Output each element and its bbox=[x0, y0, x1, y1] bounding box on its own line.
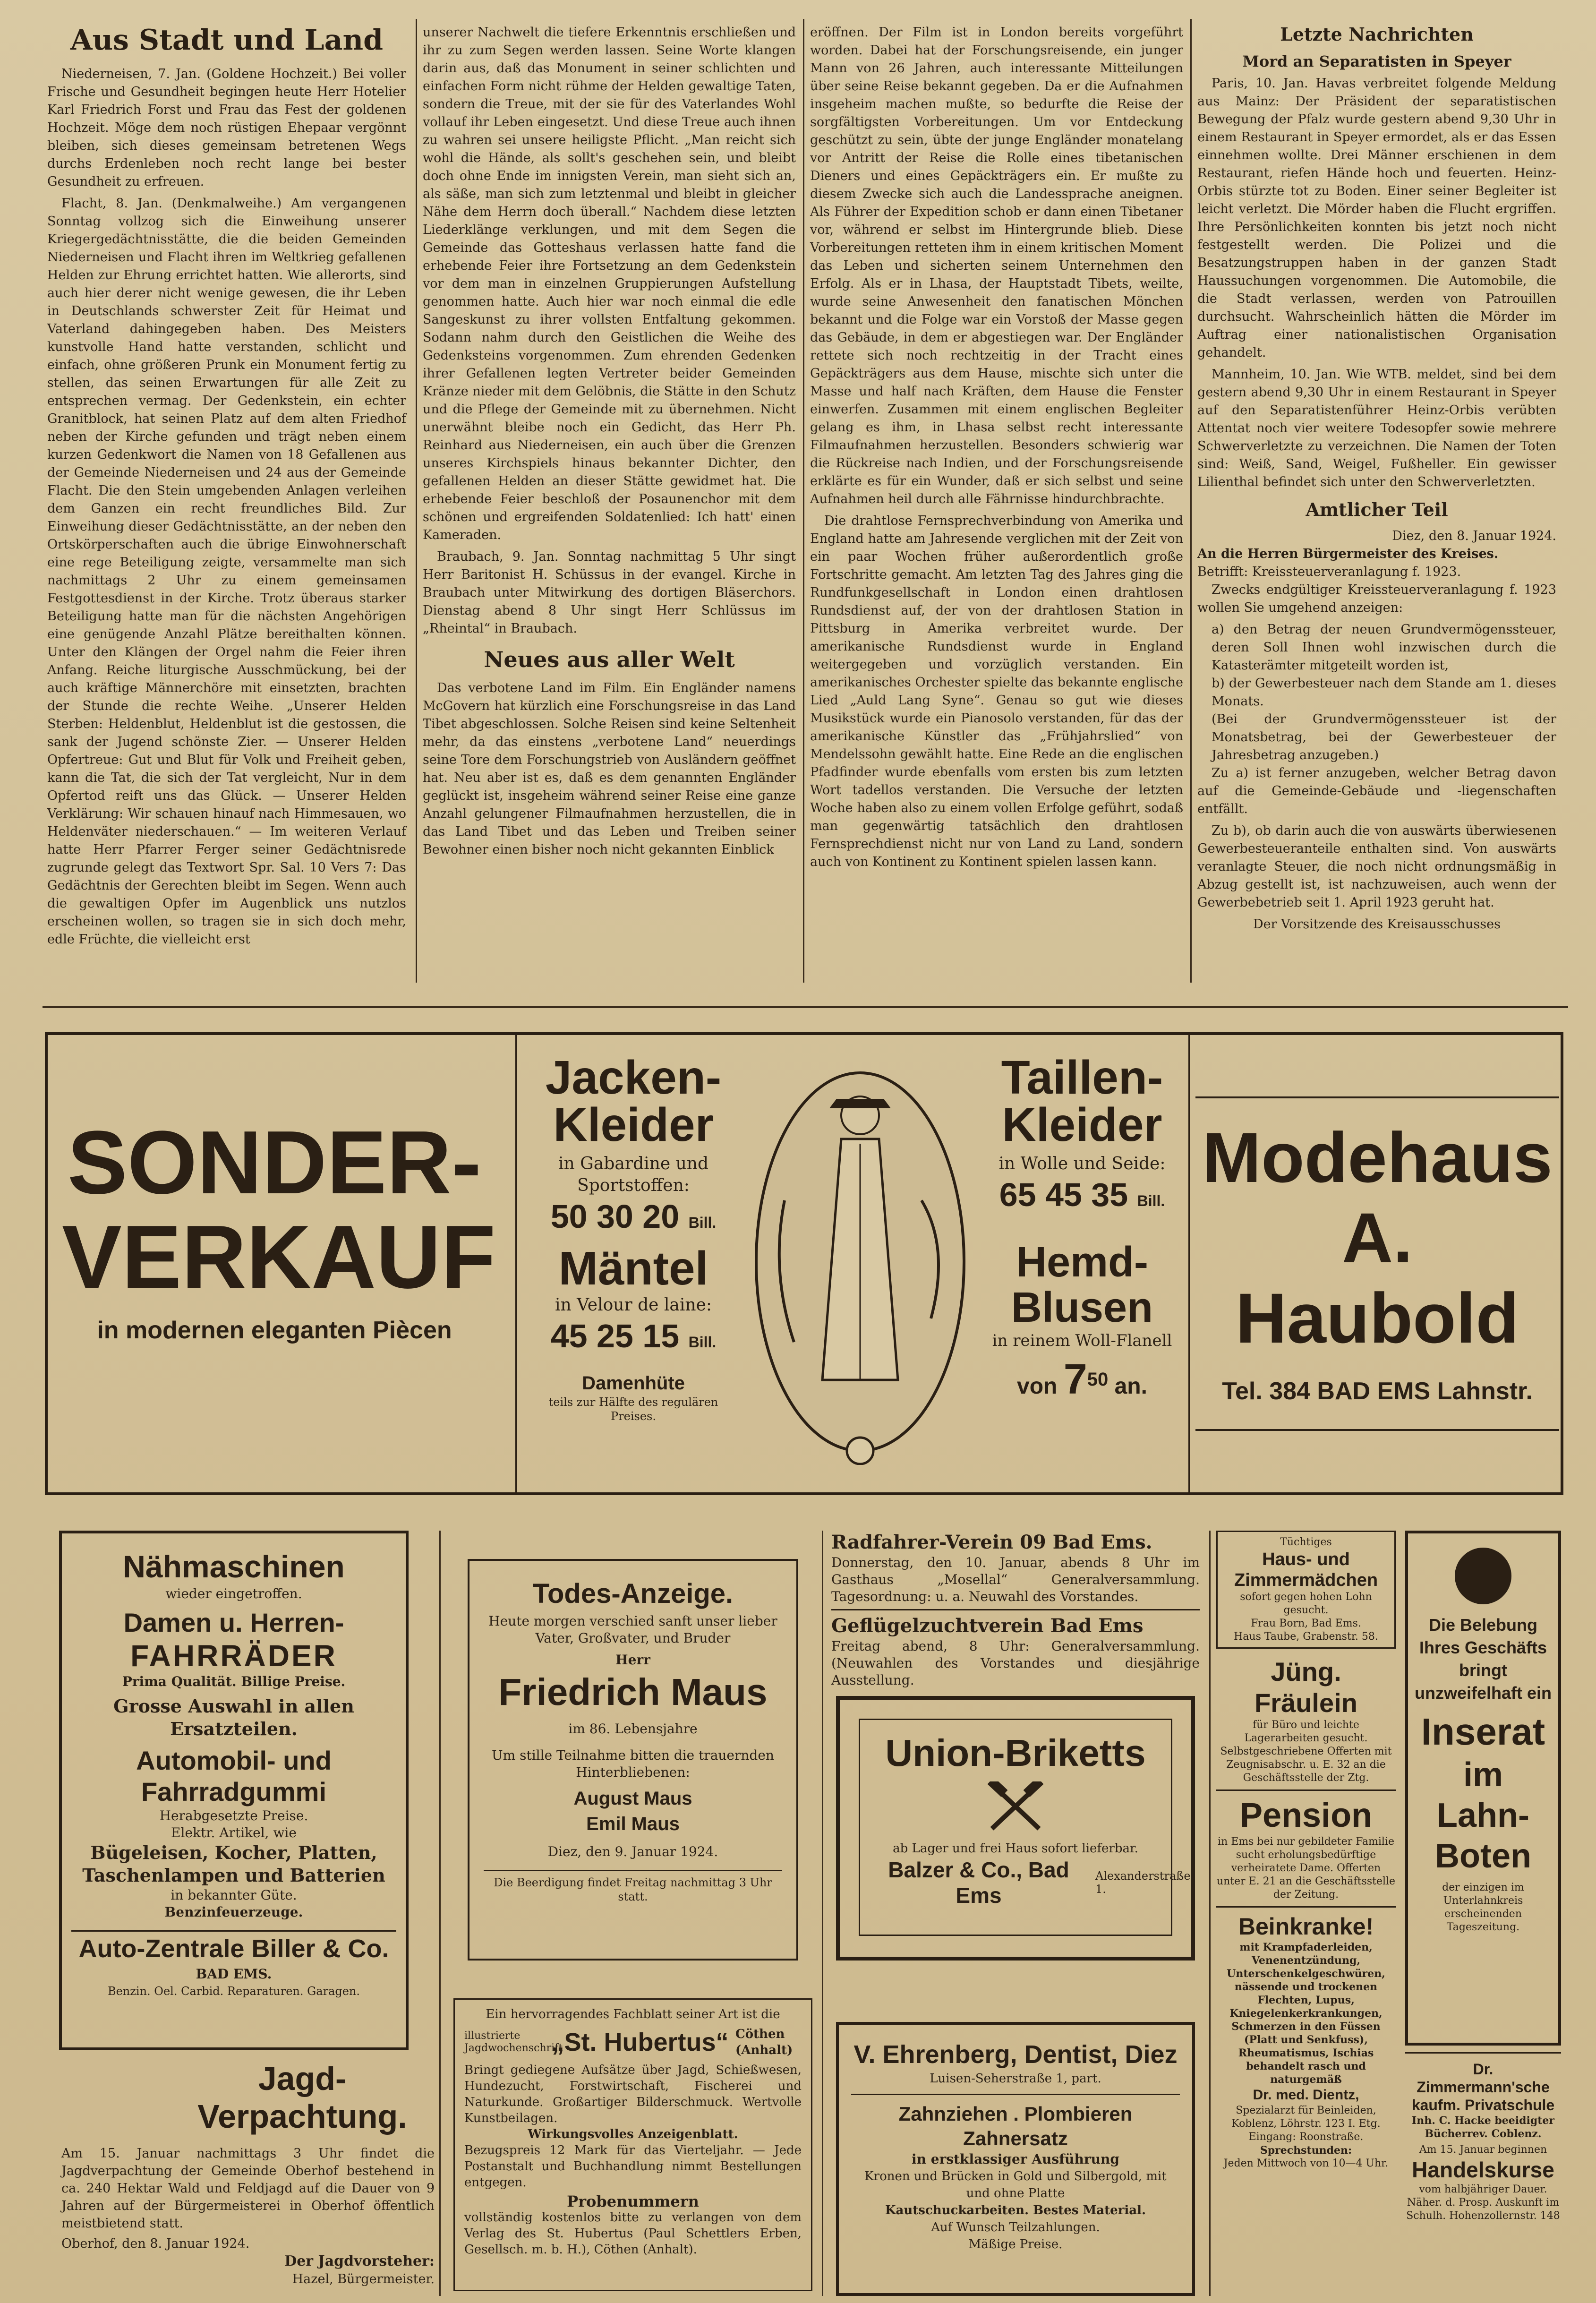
hubertus-title: „St. Hubertus“ bbox=[551, 2028, 729, 2056]
price-cents: 50 bbox=[1087, 1369, 1109, 1390]
blusen-title: Blusen bbox=[1011, 1284, 1153, 1331]
column-divider bbox=[822, 1531, 823, 2296]
fahrrad-title-2: FAHRRÄDER bbox=[130, 1639, 337, 1673]
todes-date: Diez, den 9. Januar 1924. bbox=[547, 1844, 718, 1859]
elektro-items: Bügeleisen, Kocher, Platten, Taschenlampen und Batterien bbox=[82, 1842, 385, 1886]
dentist-kronen: Kronen und Brücken in Gold und Silbergold, mit und ohne Platte bbox=[864, 2169, 1167, 2200]
todes-name: Friedrich Maus bbox=[498, 1671, 768, 1713]
maentel-unit: Bill. bbox=[688, 1334, 717, 1351]
dentist-service-1: Zahnziehen . Plombieren bbox=[898, 2103, 1133, 2125]
todes-title: Todes-Anzeige. bbox=[532, 1578, 734, 1609]
todes-anzeige bbox=[468, 1559, 798, 1961]
hubertus-samples: Probenummern bbox=[567, 2192, 699, 2210]
jagd-date: Oberhof, den 8. Januar 1924. bbox=[61, 2236, 250, 2251]
section-heading-amtlich: Amtlicher Teil bbox=[1306, 499, 1448, 520]
auto-zentrale-services: Benzin. Oel. Carbid. Reparaturen. Garagen. bbox=[107, 1985, 360, 1998]
union-briketts-ad bbox=[836, 1696, 1195, 1961]
vereine-ads bbox=[831, 1531, 1200, 1689]
article-niederneisen: Niederneisen, 7. Jan. (Goldene Hochzeit.) Bei voller Frische und Gesundheit begingen heute Herr Hotelier Karl Friedrich Forst und Frau das Fest der goldenen Hochzeit. Möge dem noch rüstigen Ehepaar vergönnt bleiben, sich dieses gemeinsam betretenen Wegs durchs Erdenleben noch recht lange bei bester Gesundheit zu erfreuen. bbox=[47, 67, 406, 189]
schule-duration: vom halbjähriger Dauer. bbox=[1419, 2183, 1547, 2195]
auto-zentrale-city: BAD EMS. bbox=[196, 1966, 272, 1982]
fraeulein-body: für Büro und leichte Lagerarbeiten gesucht. Selbstgeschriebene Offerten mit Zeugnisabschr. u. E. 32 an die Geschäftsstelle der Ztg. bbox=[1220, 1719, 1392, 1784]
union-address: Alexanderstraße 1. bbox=[1095, 1869, 1191, 1896]
gefluegel-title: Geflügelzuchtverein Bad Ems bbox=[831, 1615, 1144, 1637]
notice-item-c: (Bei der Grundvermögenssteuer ist der Monatsbetrag, bei der Gewerbesteuer der Jahresbetrag anzugeben.) bbox=[1212, 712, 1556, 762]
notice-body-2: Zu a) ist ferner anzugeben, welcher Betrag davon auf die Gemeinde-Gebäude und -liegenschaften entfällt. bbox=[1197, 766, 1556, 816]
schule-kurse: Handelskurse bbox=[1412, 2157, 1554, 2182]
article-flacht: Flacht, 8. Jan. (Denkmalweihe.) Am vergangenen Sonntag vollzog sich die Einweihung unserer Kriegergedächtnisstätte, die die beiden Gemeinden Niederneisen und Flacht ihren im Weltkrieg gefallenen Helden zur Ehrung errichtet hatten. Wie allerorts, sind auch hier derer nicht wenige gewesen, die ihr Leben in Deutschlands schwerster Zeit für Heimat und Vaterland dahingegeben haben. Des Meisters kunstvolle Hand hatte verstanden, schlicht und einfach, ohne größeren Prunk ein Monument fertig zu stellen, das seinen Erwartungen für alle Zeit zu entsprechen vermag. Der Gedenkstein, ein echter Granitblock, hat seinen Platz auf dem alten Friedhof neben der Kirche gefunden und trägt neben einem kurzen Gedenkwort die Namen von 18 Gefallenen aus der Gemeinde Niederneisen und 24 aus der Gemeinde Flacht. Die den Stein umgebenden Anlagen verleihen dem Ganzen ein recht freundliches Bild. Zur Einweihung dieser Gedächtnisstätte, an der neben den Ortskörperschaften auch die übrige Einwohnerschaft eine rege Beteiligung zeigte, versammelte man sich nachmittags 2 Uhr zu einem gemeinsamen Festgottesdienst in der Kirche. Trotz überaus starker Beteiligung hatte man für die nächsten Angehörigen eine genügende Anzahl Plätze bereithalten können. Unter den Klängen der Orgel nahm die Feier ihren Anfang. Reiche liturgische Ausschmückung, bei der auch kräftige Männerchöre mit einsetzten, brachten der Stunde die rechte Weihe. „Unserer Helden Sterben: Heldenblut, Heldenblut ist die gestossen, die sank der Jugend schönste Zier. — Unserer Helden Opfertreue: Gut und Blut für Volk und Freiheit geben, kann die Tat, die sich der Tat vergleicht, Nur in dem Opfertod reift uns das Glück. — Unserer Helden Verklärung: Wir schauen hinauf nach Himmesauen, wo Heldenväter niederschauen.“ — Im weiteren Verlauf hatte Herr Pfarrer Ferger seiner Gedächtnisrede zugrunde gelegt das Textwort Spr. Sal. 10 Vers 7: Das Gedächtnis der Gerechten bleibt im Segen. Wenn auch die gewaltigen Opfer im Augenblick uns nutzlos erscheinen wollen, so tragen sie in sich doch mehr, edle Früchte, die vielleicht erst bbox=[47, 196, 406, 947]
jagd-title-1: Jagd- bbox=[258, 2060, 347, 2097]
column-divider bbox=[416, 19, 417, 983]
todes-bitte: Um stille Teilnahme bitten die trauernden Hinterbliebenen: bbox=[492, 1747, 774, 1780]
kleider-title: Kleider bbox=[553, 1098, 714, 1151]
naeh-parts: Grosse Auswahl in allen Ersatzteilen. bbox=[113, 1695, 354, 1739]
price-prefix: von bbox=[1017, 1374, 1058, 1399]
notice-body-3: Zu b), ob darin auch die von auswärts überwiesenen Gewerbesteueranteile enthalten sind. Von auswärts veranlagte Steuer, die noch nicht ordnungsmäßig in Abzug gestellt ist, ist nachzuweisen, auch wenn der Gewerbebetrieb seit 1. April 1923 geruht hat. bbox=[1197, 823, 1556, 910]
jacken-prices: 50 30 20 bbox=[550, 1198, 680, 1235]
sonderverkauf-block bbox=[62, 1113, 496, 1347]
naeh-sub: wieder eingetroffen. bbox=[165, 1586, 302, 1601]
taillenkleider-block bbox=[981, 1051, 1184, 1405]
damenhuete-note: teils zur Hälfte des regulären Preises. bbox=[548, 1395, 718, 1423]
haus-address: Haus Taube, Grabenstr. 58. bbox=[1234, 1631, 1378, 1643]
small-ads-col-b bbox=[1405, 1531, 1561, 2223]
union-vendor: Balzer & Co., Bad Ems bbox=[888, 1858, 1069, 1908]
union-title: Union-Briketts bbox=[885, 1732, 1146, 1774]
hubertus-city: Cöthen (Anhalt) bbox=[735, 2027, 793, 2057]
auto-zentrale-name: Auto-Zentrale Biller & Co. bbox=[71, 1930, 396, 1966]
dentist-material: Kautschuckarbeiten. Bestes Material. bbox=[885, 2203, 1146, 2217]
fraeulein-ad bbox=[1216, 1656, 1396, 1785]
hubertus-price: Bezugspreis 12 Mark für das Vierteljahr. — Jede Postanstalt und Buchhandlung nimmt Bestellungen entgegen. bbox=[464, 2143, 802, 2190]
dentist-ad bbox=[836, 2022, 1195, 2296]
article-mannheim: Mannheim, 10. Jan. Wie WTB. meldet, sind bei dem gestern abend 9,30 Uhr in einem Restaurant in Speyer auf den Separatistenführer Heinz-Orbis verübten Attentat noch vier weitere Todesopfer sowie mehrere Schwerverletzte zu verzeichnen. Die Namen der Toten sind: Weiß, Sand, Weigel, Fußheller. Ein gewisser Lilienthal befindet sich unter den Schwerverletzten. bbox=[1197, 367, 1556, 489]
column-3 bbox=[810, 24, 1183, 875]
hammer-icon bbox=[870, 1781, 1161, 1835]
beinkranke-ad bbox=[1216, 1912, 1396, 2170]
article-paris: Paris, 10. Jan. Havas verbreitet folgende Meldung aus Mainz: Der Präsident der separatistischen Bewegung der Pfalz wurde gestern abend 9,30 Uhr in einem Restaurant in Speyer ermordet, als er das Essen einnehmen wollte. Drei Männer erschienen in dem Restaurant, riefen Hände hoch und feuerten. Heinz-Orbis stürzte tot zu Boden. Einer seiner Begleiter ist leicht verletzt. Die Mörder haben die Flucht ergriffen. Ihre Persönlichkeiten konnten bis jetzt noch nicht festgestellt werden. Die Polizei und die Besatzungstruppen haben in der ganzen Stadt Haussuchungen vorgenommen. Die Automobile, die die Stadt verlassen, werden von Patrouillen durchsucht. Wahrscheinlich hätten die Mörder im Auftrag einer nationalistischen Organisation gehandelt. bbox=[1197, 76, 1556, 360]
dentist-address: Luisen-Seherstraße 1, part. bbox=[930, 2072, 1101, 2086]
bein-address: Koblenz, Löhrstr. 123 I. Etg. Eingang: Roonstraße. bbox=[1231, 2118, 1381, 2143]
taillen-kleider: Kleider bbox=[1002, 1098, 1162, 1151]
privatschule-ad bbox=[1405, 2060, 1561, 2223]
article-fernsprech: Die drahtlose Fernsprechverbindung von Amerika und England hatte am Jahresende verglichen mit der Zeit von ein paar Wochen früher außerordentlich große Fortschritte gemacht. Am letzten Tag des Jahres ging die Rundfunkgesellschaft in London einen drahtlosen Rundsdienst auf, der von der drahtlosen Station in Pittsburg in Amerika verbreitet wurde. Der amerikanische Rundsdienst wurde in England weitergegeben und vorzüglich verstanden. Ein amerikanisches Orchester spielte das bekannte englische Lied „Auld Lang Syne“. Genau so gut wie dieses Musikstück wurde ein Pianosolo verstanden, für das der amerikanische Künstler das „Frühjahrslied“ von Mendelssohn gewählt hatte. Eine Rede an die englischen Pfadfinder wurde ebenfalls vom ersten bis zum letzten Wort tadellos verstanden. Die Versuche der letzten Woche haben also zu einem vollen Erfolge geführt, sodaß man gegenwärtig tatsächlich den drahtlosen Fernsprechdienst nicht nur von Land zu Land, sondern auch von Kontinent zu Kontinent spielen lassen kann. bbox=[810, 514, 1183, 869]
dentist-prices: Mäßige Preise. bbox=[968, 2237, 1063, 2252]
small-ads-col-a bbox=[1216, 1531, 1396, 2170]
bein-hours-label: Sprechstunden: bbox=[1260, 2144, 1352, 2157]
sonder-sub: in modernen eleganten Piècen bbox=[97, 1317, 452, 1344]
notice-signature: Der Vorsitzende des Kreisausschusses bbox=[1253, 917, 1501, 932]
todes-funeral: Die Beerdigung findet Freitag nachmittag 3 Uhr statt. bbox=[484, 1870, 782, 1904]
inserat-note: der einzigen im Unterlahnkreis erscheinenden Tageszeitung. bbox=[1442, 1882, 1524, 1933]
notice-item-a: a) den Betrag der neuen Grundvermögenssteuer, deren Soll Ihnen wohl inzwischen durch die Katasterämter mitgeteilt worden ist, bbox=[1212, 622, 1556, 673]
fashion-illustration bbox=[742, 1059, 978, 1465]
jagd-title-2: Verpachtung. bbox=[197, 2098, 407, 2135]
modehaus-title: Modehaus bbox=[1202, 1118, 1553, 1197]
schule-title: Dr. Zimmermann'sche kaufm. Privatschule bbox=[1411, 2061, 1555, 2114]
notice-body: Zwecks endgültiger Kreissteuerveranlagung f. 1923 wollen Sie umgehend anzeigen: bbox=[1197, 582, 1556, 615]
inserat-title: Inserat bbox=[1421, 1711, 1545, 1753]
haus-contact: Frau Born, Bad Ems. bbox=[1251, 1618, 1361, 1629]
column-divider bbox=[1209, 1531, 1211, 2296]
naeh-quality: Prima Qualität. Billige Preise. bbox=[122, 1674, 346, 1689]
blusen-material: in reinem Woll-Flanell bbox=[992, 1331, 1172, 1350]
inserat-lahnbote: im Lahn-Boten bbox=[1435, 1756, 1531, 1875]
fahrrad-title-1: Damen u. Herren- bbox=[123, 1608, 344, 1637]
hemd-title: Hemd- bbox=[1016, 1239, 1149, 1286]
haus-pre: Tüchtiges bbox=[1280, 1536, 1332, 1548]
pension-body: in Ems bei nur gebildeter Familie sucht erholungsbedürftige verheiratete Dame. Offerten unter E. 21 an die Geschäftsstelle der Zeitung. bbox=[1216, 1836, 1396, 1901]
schule-date: Am 15. Januar beginnen bbox=[1419, 2144, 1547, 2156]
column-divider bbox=[439, 1531, 441, 2296]
modehaus-banner-ad bbox=[45, 1032, 1563, 1495]
section-heading-letzte: Letzte Nachrichten bbox=[1280, 24, 1474, 45]
news-subheading: Mord an Separatisten in Speyer bbox=[1242, 52, 1511, 70]
todes-herr: Herr bbox=[615, 1652, 650, 1668]
haus-body: sofort gegen hohen Lohn gesucht. bbox=[1240, 1591, 1372, 1616]
price-main: 7 bbox=[1063, 1356, 1087, 1403]
column-4 bbox=[1197, 24, 1556, 933]
todes-survivor-1: August Maus bbox=[573, 1788, 692, 1809]
dentist-service-2: Zahnersatz bbox=[963, 2127, 1068, 2149]
dentist-payment: Auf Wunsch Teilzahlungen. bbox=[931, 2220, 1100, 2235]
hubertus-desc: Bringt gediegene Aufsätze über Jagd, Schießwesen, Hundezucht, Forstwirtschaft, Fischerei und Naturkunde. Großartiger Bilderschmuck. Wertvolle Kunstbeilagen. bbox=[464, 2063, 802, 2125]
schule-owner: Inh. C. Hacke beeidigter Bücherrev. Coblenz. bbox=[1412, 2115, 1554, 2140]
pension-title: Pension bbox=[1239, 1797, 1373, 1834]
dentist-quality: in erstklassiger Ausführung bbox=[912, 2151, 1119, 2167]
fraeulein-title: Jüng. Fräulein bbox=[1255, 1657, 1357, 1718]
inserat-intro: Die Belebung Ihres Geschäfts bringt unzweifelhaft ein bbox=[1414, 1615, 1552, 1703]
elektro-label: Elektr. Artikel, wie bbox=[171, 1825, 297, 1841]
bein-body: mit Krampfaderleiden, Venenentzündung, Unterschenkelgeschwüren, nässende und trockenen Flechten, Lupus, Kniegelenkerkrankungen, Schmerzen in den Füssen (Platt und Senkfuss), Rheumatismus, Ischias behandelt rasch und naturgemäß bbox=[1227, 1941, 1385, 2086]
column-1 bbox=[47, 24, 406, 952]
bein-specialty: Spezialarzt für Beinleiden, bbox=[1236, 2105, 1376, 2116]
article-flacht-cont: unserer Nachwelt die tiefere Erkenntnis erschließen und ihr zu zum Segen werden lassen. Seine Worte klangen darin aus, daß das Monument in seiner schlichten und einfachen Form nicht rühme der Helden gewaltige Taten, sondern die Treue, mit der sie für des Vaterlandes Wohl vollauf ihr Leben eingesetzt. Und diese Treue auch ihnen zu wahren sei unsere heiligste Pflicht. „Man reicht sich wohl die Hände, als sollt's geschehen sein, und bleibt doch ohne Ende im innigsten Verein, man sieht sich an, als säße, man sich zum letztenmal und bleibt in gleicher Nähe dem Herrn doch überall.“ Nachdem diese letzten Liederklänge verklungen, und mit dem Segen die Gemeinde das Gotteshaus verlassen hatte fand die erhebende Feier ihre Fortsetzung an dem Gedenkstein vor dem man in einzelnen Gruppierungen Aufstellung genommen hatte. Auch hier war noch einmal die edle Sangeskunst zu ihrer vollsten Entfaltung gekommen. Sodann nahm durch den Geistlichen die Weihe des Gedenksteins vorgenommen. Zum ehrenden Gedenken ihrer Gefallenen legten Vertreter beider Gemeinden Kränze nieder mit dem Gelöbnis, die Stätte in den Schutz und die Pflege der Gemeinde mit zu übernehmen. Nicht unerwähnt bleibe noch ein Gedicht, das Herr Ph. Reinhard aus Niederneisen, ein auch über die Grenzen unseres Kirchspiels hinaus bekannter Dichter, den gefallenen Helden an dieser Stätte gewidmet hat. Die erhebende Feier beschloß der Posaunenchor mit dem schönen und ergreifenden Soldatenlied: Ich hatt' einen Kameraden. bbox=[423, 25, 796, 542]
radfahrer-title: Radfahrer-Verein 09 Bad Ems. bbox=[831, 1531, 1152, 1553]
jagd-signer: Der Jagdvorsteher: bbox=[284, 2253, 435, 2269]
todes-survivor-2: Emil Maus bbox=[586, 1814, 680, 1834]
naeh-title: Nähmaschinen bbox=[123, 1549, 345, 1584]
elektro-quality: in bekannter Güte. bbox=[171, 1887, 297, 1903]
article-tibet: Das verbotene Land im Film. Ein Engländer namens McGovern hat kürzlich eine Forschungsreise in das Land Tibet abgeschlossen. Solche Reisen sind keine Seltenheit mehr, da das einstens „verbotene Land“ neuerdings seine Tore dem Forschungstrieb von Ausländern geöffnet hat. Neu aber ist es, daß es dem genannten Engländer geglückt ist, insgeheim während seiner Reise eine ganze Anzahl gelungener Filmaufnahmen herzustellen, die in das Land Tibet und das Leben und Treiben seiner Bewohner einen bisher noch nicht gekannten Einblick bbox=[423, 681, 796, 857]
taillen-unit: Bill. bbox=[1137, 1192, 1165, 1209]
article-braubach: Braubach, 9. Jan. Sonntag nachmittag 5 Uhr singt Herr Baritonist H. Schüssus in der evangel. Kirche in Braubach unter Mitwirkung des dortigen Bläserchors. Dienstag abend 8 Uhr singt Herr Schlüssus im „Rheintal“ in Braubach. bbox=[423, 549, 796, 636]
notice-item-b: b) der Gewerbesteuer nach dem Stande am 1. dieses Monats. bbox=[1212, 676, 1556, 709]
sonder-line: SONDER- bbox=[67, 1113, 482, 1213]
hubertus-ad bbox=[453, 1998, 812, 2291]
jagd-body: Am 15. Januar nachmittags 3 Uhr findet die Jagdverpachtung der Gemeinde Oberhof bestehend in ca. 240 Hektar Wald und Feldjagd auf die Dauer von 9 Jahren auf der Bürgermeisterei in Oberhof öffentlich meistbietend statt. bbox=[61, 2146, 435, 2231]
gefluegel-body: Freitag abend, 8 Uhr: Generalversammlung. (Neuwahlen des Vorstandes und diesjährige Ausstellung. bbox=[831, 1638, 1200, 1688]
jacken-title: Jacken- bbox=[545, 1051, 722, 1104]
jagd-ad bbox=[61, 2060, 435, 2296]
notice-recipient: An die Herren Bürgermeister des Kreises. bbox=[1197, 547, 1499, 561]
inserat-ad bbox=[1405, 1531, 1561, 2046]
section-heading-stadt-land: Aus Stadt und Land bbox=[70, 24, 384, 57]
schule-info: Näher. d. Prosp. Auskunft im Schulh. Hohenzollernstr. 148 bbox=[1406, 2197, 1560, 2222]
maentel-prices: 45 25 15 bbox=[550, 1318, 680, 1354]
taillen-prices: 65 45 35 bbox=[999, 1176, 1128, 1213]
column-divider bbox=[803, 19, 804, 983]
todes-age: im 86. Lebensjahre bbox=[568, 1721, 698, 1737]
haubold-title: A. Haubold bbox=[1236, 1198, 1519, 1358]
maentel-material: in Velour de laine: bbox=[555, 1295, 712, 1315]
column-2 bbox=[423, 24, 796, 863]
bein-title: Beinkranke! bbox=[1238, 1913, 1374, 1940]
dentist-name: V. Ehrenberg, Dentist, Diez bbox=[853, 2040, 1178, 2069]
maentel-title: Mäntel bbox=[558, 1242, 708, 1295]
taillen-title: Taillen- bbox=[1001, 1051, 1163, 1104]
verkauf-line: VERKAUF bbox=[62, 1207, 496, 1307]
feuerzeuge: Benzinfeuerzeuge. bbox=[164, 1904, 303, 1920]
taillen-material: in Wolle und Seide: bbox=[999, 1154, 1166, 1173]
bein-doctor: Dr. med. Dientz, bbox=[1253, 2087, 1359, 2103]
damenhuete-title: Damenhüte bbox=[582, 1373, 685, 1394]
auto-zentrale-ad bbox=[59, 1531, 409, 2050]
column-divider bbox=[1190, 19, 1192, 983]
todes-intro: Heute morgen verschied sanft unser lieber Vater, Großvater, und Bruder bbox=[488, 1613, 777, 1646]
jackenkleider-block bbox=[529, 1051, 737, 1423]
section-divider bbox=[43, 1006, 1568, 1008]
section-heading-welt: Neues aus aller Welt bbox=[484, 647, 735, 672]
modehaus-block bbox=[1195, 1096, 1559, 1431]
radfahrer-body: Donnerstag, den 10. Januar, abends 8 Uhr im Gasthaus „Mosellal“ Generalversammlung. Tagesordnung: u. a. Neuwahl des Vorstandes. bbox=[831, 1555, 1200, 1604]
hausmaedchen-ad bbox=[1216, 1531, 1396, 1649]
hubertus-type: illustrierte Jagdwochenschrift bbox=[464, 2030, 563, 2054]
hubertus-ads: Wirkungsvolles Anzeigenblatt. bbox=[528, 2127, 738, 2141]
gummi-price: Herabgesetzte Preise. bbox=[159, 1808, 308, 1824]
dot-icon bbox=[1455, 1548, 1511, 1604]
jacken-material: in Gabardine und Sportstoffen: bbox=[558, 1154, 708, 1195]
jagd-signer-name: Hazel, Bürgermeister. bbox=[292, 2272, 435, 2286]
jacken-unit: Bill. bbox=[688, 1214, 717, 1231]
notice-date: Diez, den 8. Januar 1924. bbox=[1392, 529, 1556, 543]
hubertus-publisher: vollständig kostenlos bitte zu verlangen von dem Verlag des St. Hubertus (Paul Schettlers Erben, Gesellsch. m. b. H.), Cöthen (Anhalt). bbox=[464, 2210, 802, 2257]
modehaus-contact: Tel. 384 BAD EMS Lahnstr. bbox=[1222, 1378, 1533, 1405]
pension-ad bbox=[1216, 1796, 1396, 1901]
gummi-title: Automobil- und Fahrradgummi bbox=[136, 1746, 332, 1806]
notice-subject: Betrifft: Kreissteuerveranlagung f. 1923. bbox=[1197, 565, 1461, 579]
bein-hours: Jeden Mittwoch von 10—4 Uhr. bbox=[1223, 2157, 1389, 2169]
haus-title: Haus- und Zimmermädchen bbox=[1234, 1550, 1378, 1590]
article-tibet-cont: eröffnen. Der Film ist in London bereits vorgeführt worden. Dabei hat der Forschungsreisende, ein junger Mann von 26 Jahren, auch interessante Mitteilungen über seine Reise bekannt gegeben. Da er die Aufnahmen insgeheim machen mußte, so bedurfte die Reise der sorgfältigsten Vorbereitungen. Um vor Entdeckung geschützt zu sein, übte der junge Engländer monatelang vor Antritt der Reise die Rolle eines tibetanischen Dieners und eines Gepäckträgers ein. Er mußte zu diesem Zwecke sich auch die Landessprache aneignen. Als Führer der Expedition schob er dann einen Tibetaner vor, während er selbst im Hintergrunde blieb. Diese Vorbereitungen retteten ihm in einem kritischen Moment das Leben und sicherten seinem Unternehmen den Erfolg. Als er in Lhasa, der Hauptstadt Tibets, weilte, wurde seine Anwesenheit den fanatischen Mönchen bekannt und die Folge war ein Vorstoß der Masse gegen das Gebäude, in dem er abgestiegen war. Der Engländer rettete sich noch rechtzeitig in der Tracht eines Gepäckträgers aus dem Hause, mischte sich unter die Masse und half nach Kräften, dem Hause die Fenster einwerfen. Zusammen mit einem englischen Begleiter gelang es ihm, in Lhasa selbst recht interessante Filmaufnahmen herzustellen. Besonders schwierig war die Rückreise nach Indien, und der Forschungsreisende erklärte es für ein Wunder, daß er sich selbst und seine Aufnahmen heil durch alle Fährnisse hindurchbrachte. bbox=[810, 25, 1183, 506]
union-lieferbar: ab Lager und frei Haus sofort lieferbar. bbox=[893, 1841, 1138, 1856]
hubertus-intro: Ein hervorragendes Fachblatt seiner Art ist die bbox=[486, 2007, 780, 2021]
price-suffix: an. bbox=[1114, 1374, 1147, 1399]
